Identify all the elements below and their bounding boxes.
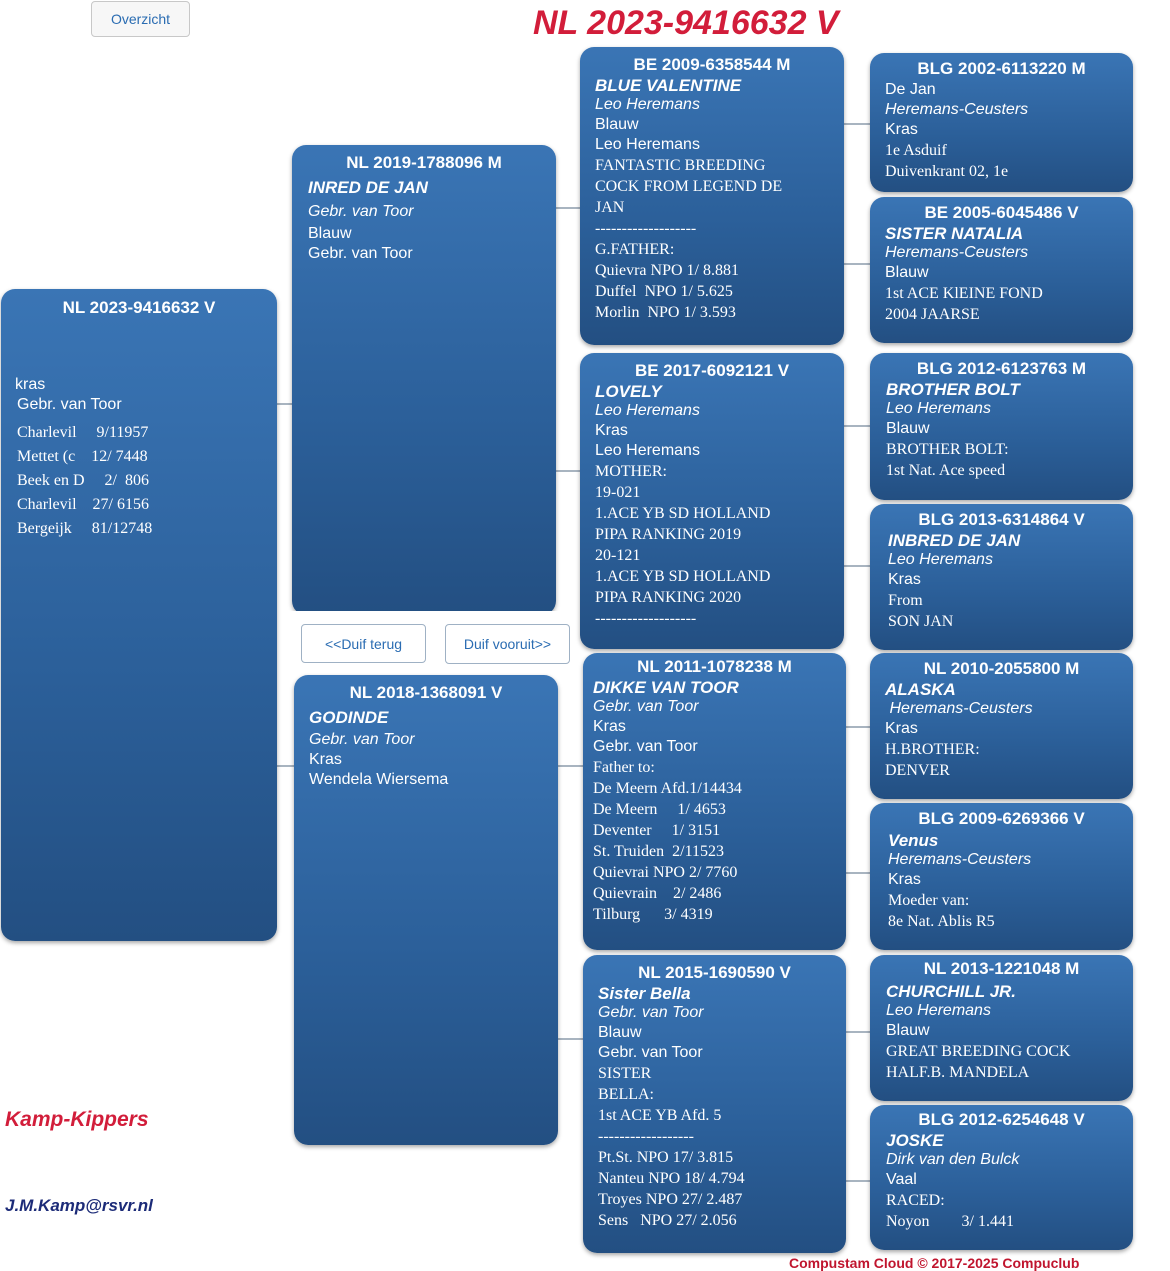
ring-number: NL 2018-1368091 V (349, 683, 503, 702)
contact-email[interactable]: J.M.Kamp@rsvr.nl (5, 1196, 153, 1215)
pigeon-name: JOSKE (886, 1131, 944, 1150)
pigeon-name: BROTHER BOLT (886, 380, 1020, 399)
pedigree-card-mmm[interactable] (870, 1105, 1133, 1250)
notes: 1st ACE KlEINE FOND 2004 JAARSE (885, 285, 1043, 323)
connector-fm-fmf (843, 425, 870, 427)
ring-number: NL 2010-2055800 M (923, 659, 1080, 678)
color: Vaal (886, 1171, 917, 1188)
notes: 1e Asduif Duivenkrant 02, 1e (885, 142, 1009, 180)
connector-mf-mff (845, 726, 870, 728)
color: Blauw (598, 1024, 642, 1041)
connector-father-fm (555, 470, 582, 472)
pedigree-card-fff[interactable] (870, 53, 1133, 192)
pedigree-card-subject[interactable] (1, 289, 277, 941)
pedigree-card-ff[interactable] (580, 47, 844, 345)
notes: Charlevil 9/11957 Mettet (c 12/ 7448 Beek en D 2/ 806 Charlevil 27/ 6156 Bergeijk 81/12748 (17, 424, 153, 537)
breeder: Gebr. van Toor (593, 698, 699, 715)
pigeon-name: ALASKA (885, 680, 956, 699)
owner: Gebr. van Toor (17, 396, 122, 413)
notes: SISTER BELLA: 1st ACE YB Afd. 5 ------------------ Pt.St. NPO 17/ 3.815 Nanteu NPO 18/ 4.794 Troyes NPO 27/ 2.487 Sens NPO 27/ 2.056 (598, 1065, 745, 1229)
color: kras (15, 376, 46, 393)
notes: Moeder van: 8e Nat. Ablis R5 (888, 892, 995, 930)
ring-number: NL 2013-1221048 M (923, 959, 1080, 978)
pedigree-card-mother[interactable] (294, 675, 558, 1145)
pigeon-name: SISTER NATALIA (885, 224, 1024, 243)
breeder: Leo Heremans (886, 1002, 991, 1019)
breeder: Leo Heremans (595, 96, 700, 113)
pigeon-name: GODINDE (309, 708, 389, 727)
pigeon-name: LOVELY (595, 382, 662, 401)
breeder: Heremans-Ceusters (885, 101, 1029, 118)
copyright: Compustam Cloud © 2017-2025 Compuclub (789, 1255, 1080, 1271)
brand-name: Kamp-Kippers (5, 1108, 149, 1131)
color: Kras (885, 720, 918, 737)
notes: From SON JAN (888, 592, 954, 630)
pigeon-name: Sister Bella (598, 984, 691, 1003)
owner: Leo Heremans (595, 136, 700, 153)
notes: Father to: De Meern Afd.1/14434 De Meern 1/ 4653 Deventer 1/ 3151 St. Truiden 2/11523 Quievrai NPO 2/ 7760 Quievrain 2/ 2486 Tilburg 3/ 4319 (593, 759, 742, 923)
breeder: Gebr. van Toor (598, 1004, 704, 1021)
pedigree-card-fmm[interactable] (870, 504, 1133, 650)
pedigree-card-mmf[interactable] (870, 955, 1133, 1101)
connector-fm-fmm (843, 565, 870, 567)
pedigree-card-father[interactable] (292, 145, 556, 615)
notes: GREAT BREEDING COCK HALF.B. MANDELA (886, 1043, 1071, 1081)
breeder: Heremans-Ceusters (888, 851, 1032, 868)
breeder: Dirk van den Bulck (886, 1151, 1020, 1168)
connector-mm-mmf (845, 1031, 870, 1033)
ring-number: BLG 2013-6314864 V (918, 510, 1085, 529)
pedigree-card-mff[interactable] (870, 653, 1133, 799)
ring-number: NL 2015-1690590 V (638, 963, 791, 982)
color: Kras (885, 121, 918, 138)
color: Blauw (308, 225, 352, 242)
color: Kras (888, 571, 921, 588)
notes: H.BROTHER: DENVER (885, 741, 980, 779)
color: Kras (888, 871, 921, 888)
breeder: Gebr. van Toor (308, 203, 414, 220)
breeder: Leo Heremans (886, 400, 991, 417)
connector-mother-mm (556, 1038, 584, 1040)
pedigree-card-mm[interactable] (583, 955, 846, 1253)
pedigree-card-mf[interactable] (583, 653, 846, 950)
ring-number: NL 2011-1078238 M (637, 657, 792, 676)
pedigree-card-fmf[interactable] (870, 353, 1133, 500)
notes: FANTASTIC BREEDING COCK FROM LEGEND DE JAN ------------------- G.FATHER: Quievra NPO 1/ 8.881 Duffel NPO 1/ 5.625 Morlin NPO 1/ 3.593 (595, 157, 783, 321)
breeder: Leo Heremans (888, 551, 993, 568)
pedigree-card-fm[interactable] (580, 353, 844, 649)
connector-mf-mfm (845, 872, 870, 874)
pigeon-name: CHURCHILL JR. (886, 982, 1017, 1001)
connector-ff-ffm (843, 263, 870, 265)
next-pigeon-button[interactable]: Duif vooruit>> (445, 624, 570, 664)
breeder: Leo Heremans (595, 402, 700, 419)
pigeon-name: INRED DE JAN (308, 178, 428, 197)
breeder: Heremans-Ceusters (885, 244, 1029, 261)
owner: Gebr. van Toor (593, 738, 698, 755)
overview-button[interactable]: Overzicht (91, 1, 190, 37)
breeder: Heremans-Ceusters (885, 700, 1033, 717)
color: Kras (595, 422, 628, 439)
owner: Gebr. van Toor (598, 1044, 703, 1061)
connector-subject-mother (276, 765, 296, 767)
owner: Wendela Wiersema (309, 771, 449, 788)
previous-pigeon-button[interactable]: <<Duif terug (301, 624, 426, 663)
color: Blauw (885, 264, 929, 281)
ring-number: BLG 2002-6113220 M (917, 59, 1086, 78)
notes: MOTHER: 19-021 1.ACE YB SD HOLLAND PIPA RANKING 2019 20-121 1.ACE YB SD HOLLAND PIPA RANKING 2020 ------------------- (595, 463, 771, 627)
color: Blauw (886, 420, 930, 437)
color: Blauw (886, 1022, 930, 1039)
connector-mm-mmm (845, 1180, 870, 1182)
ring-number: NL 2019-1788096 M (346, 153, 502, 172)
color: Kras (593, 718, 626, 735)
breeder: Gebr. van Toor (309, 731, 415, 748)
pedigree-card-ffm[interactable] (870, 197, 1133, 343)
ring-number: NL 2023-9416632 V (62, 298, 216, 317)
pigeon-name: INBRED DE JAN (888, 531, 1021, 550)
pedigree-card-mfm[interactable] (870, 803, 1133, 950)
ring-number: BE 2017-6092121 V (634, 361, 790, 380)
color: Blauw (595, 116, 639, 133)
owner: Gebr. van Toor (308, 245, 413, 262)
color: Kras (309, 751, 342, 768)
ring-number: BLG 2012-6123763 M (916, 359, 1087, 378)
ring-number: BLG 2009-6269366 V (918, 809, 1085, 828)
connector-mother-mf (556, 765, 584, 767)
owner: Leo Heremans (595, 442, 700, 459)
ring-number: BE 2005-6045486 V (924, 203, 1079, 222)
page-title: NL 2023-9416632 V (533, 4, 839, 42)
connector-father-ff (555, 207, 582, 209)
pigeon-name: BLUE VALENTINE (595, 76, 742, 95)
ring-number: BLG 2012-6254648 V (918, 1110, 1085, 1129)
pigeon-name: DIKKE VAN TOOR (593, 678, 739, 697)
pigeon-name: Venus (888, 831, 939, 850)
ring-number: BE 2009-6358544 M (633, 55, 791, 74)
notes: RACED: Noyon 3/ 1.441 (886, 1192, 1014, 1230)
pigeon-name: De Jan (885, 81, 936, 98)
notes: BROTHER BOLT: 1st Nat. Ace speed (886, 441, 1009, 479)
